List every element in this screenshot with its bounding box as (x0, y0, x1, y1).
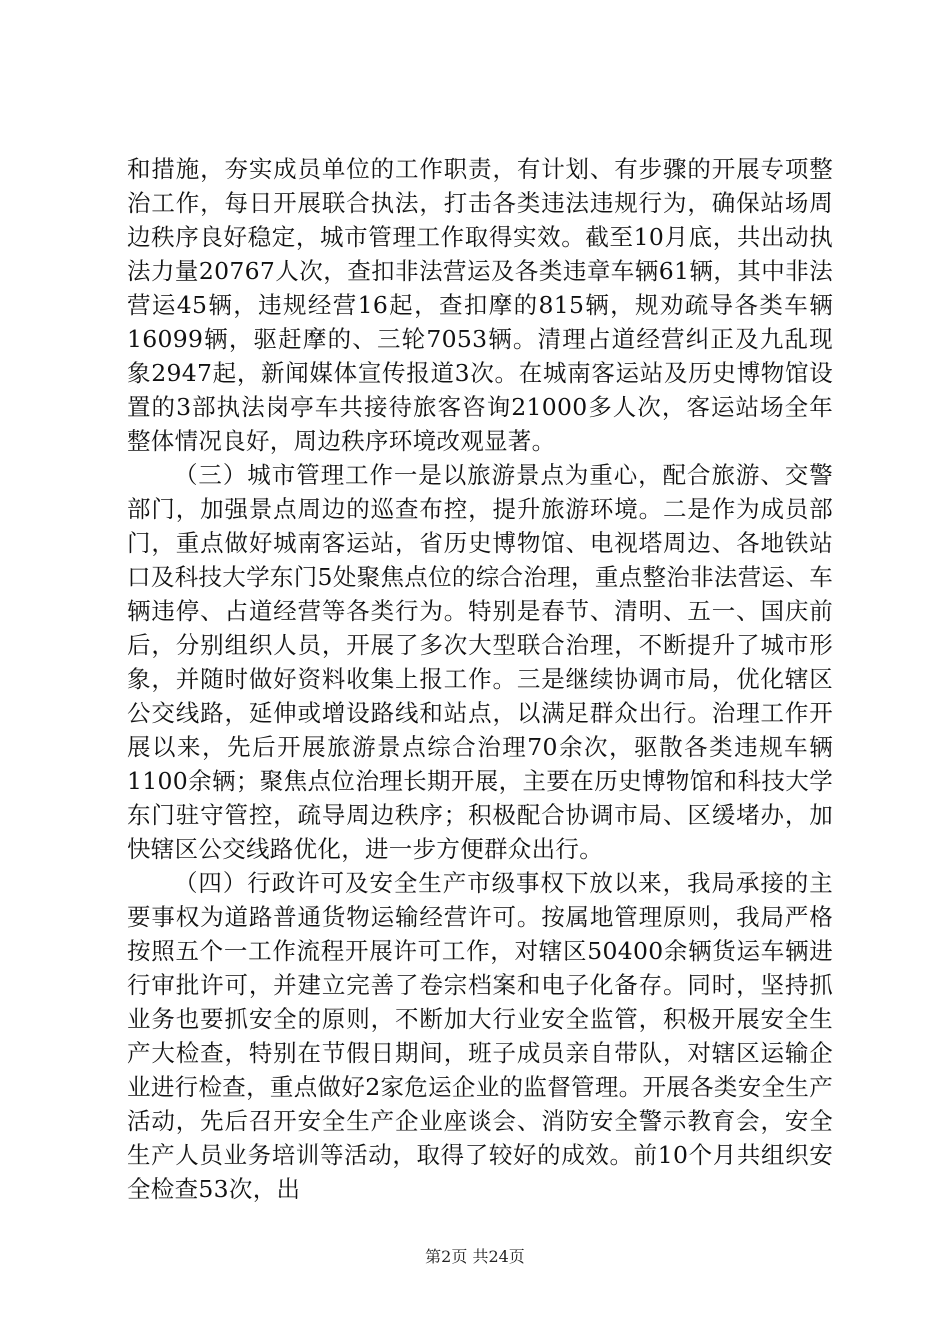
page-number-footer: 第2页 共24页 (425, 1247, 525, 1266)
paragraph-continuation: 和措施，夯实成员单位的工作职责，有计划、有步骤的开展专项整治工作，每日开展联合执法，打击各类违法违规行为，确保站场周边秩序良好稳定，城市管理工作取得实效。截至10月底，共出动执法力量20767人次，查扣非法营运及各类违章车辆61辆，其中非法营运45辆，违规经营16起，查扣摩的815辆，规劝疏导各类车辆16099辆，驱赶摩的、三轮7053辆。清理占道经营纠正及九乱现象2947起，新闻媒体宣传报道3次。在城南客运站及历史博物馆设置的3部执法岗亭车共接待旅客咨询21000多人次，客运站场全年整体情况良好，周边秩序环境改观显著。 (127, 155, 833, 455)
paragraph-section-3: （三）城市管理工作一是以旅游景点为重心，配合旅游、交警部门，加强景点周边的巡查布控，提升旅游环境。二是作为成员部门，重点做好城南客运站，省历史博物馆、电视塔周边、各地铁站口及科技大学东门5处聚焦点位的综合治理，重点整治非法营运、车辆违停、占道经营等各类行为。特别是春节、清明、五一、国庆前后，分别组织人员，开展了多次大型联合治理，不断提升了城市形象，并随时做好资料收集上报工作。三是继续协调市局，优化辖区公交线路，延伸或增设路线和站点，以满足群众出行。治理工作开展以来，先后开展旅游景点综合治理70余次，驱散各类违规车辆1100余辆；聚焦点位治理长期开展，主要在历史博物馆和科技大学东门驻守管控，疏导周边秩序；积极配合协调市局、区缓堵办，加快辖区公交线路优化，进一步方便群众出行。 (127, 461, 833, 863)
paragraph-section-4: （四）行政许可及安全生产市级事权下放以来，我局承接的主要事权为道路普通货物运输经营许可。按属地管理原则，我局严格按照五个一工作流程开展许可工作，对辖区50400余辆货运车辆进行审批许可，并建立完善了卷宗档案和电子化备存。同时，坚持抓业务也要抓安全的原则，不断加大行业安全监管，积极开展安全生产大检查，特别在节假日期间，班子成员亲自带队，对辖区运输企业进行检查，重点做好2家危运企业的监督管理。开展各类安全生产活动，先后召开安全生产企业座谈会、消防安全警示教育会，安全生产人员业务培训等活动，取得了较好的成效。前10个月共组织安全检查53次，出 (127, 869, 833, 1203)
document-body (127, 152, 833, 1206)
